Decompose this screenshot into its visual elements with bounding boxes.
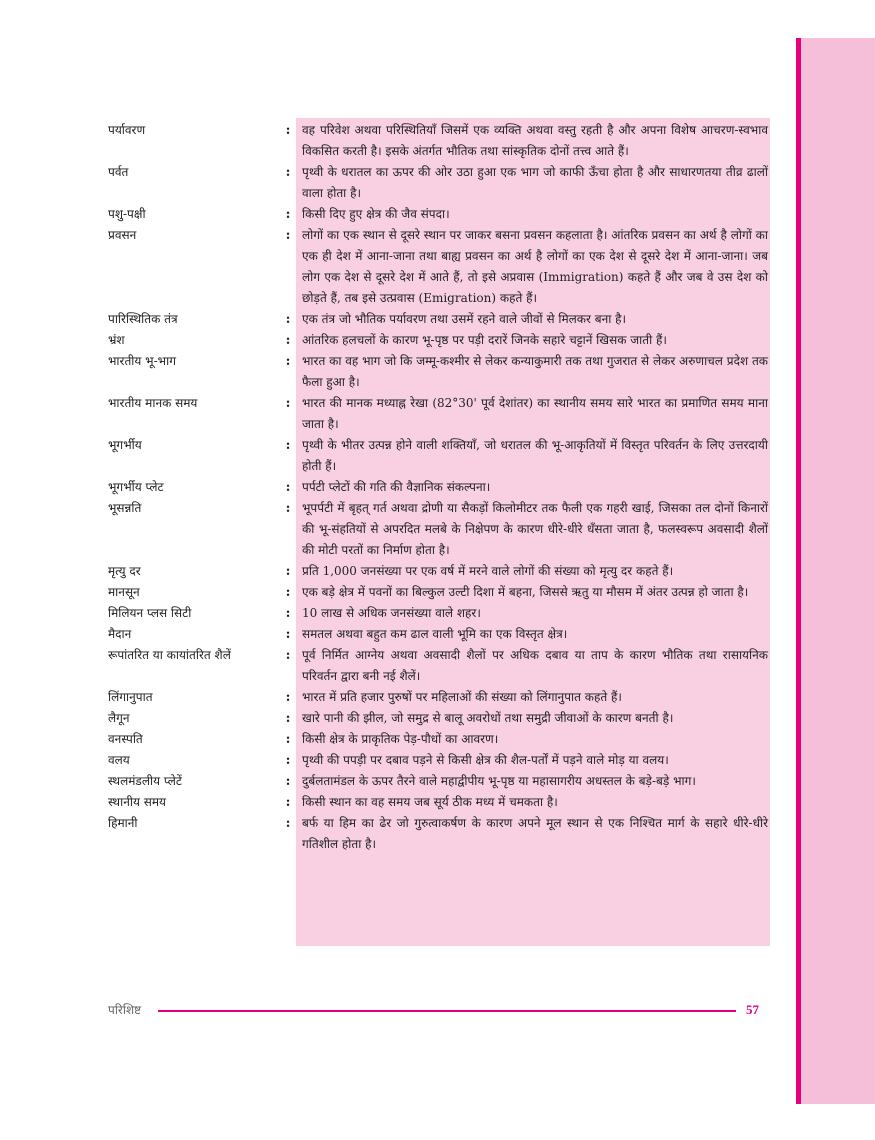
glossary-definition: वह परिवेश अथवा परिस्थितियाँ जिसमें एक व्यक्ति अथवा वस्तु रहती है और अपना विशेष आचरण-स्वभाव विकसित करती है। इसके अंतर्गत भौतिक तथा सांस्कृतिक दोनों तत्त्व आते हैं। <box>302 123 768 158</box>
glossary-term: भूगर्भीय <box>108 438 142 452</box>
glossary-term: लिंगानुपात <box>108 690 153 704</box>
footer-rule <box>158 1010 736 1012</box>
glossary-definition: एक तंत्र जो भौतिक पर्यावरण तथा उसमें रहने वाले जीवों से मिलकर बना है। <box>302 312 627 326</box>
glossary-entry <box>108 792 770 813</box>
side-accent-line <box>796 38 801 1104</box>
separator-colon: : <box>285 228 291 243</box>
glossary-entry <box>108 729 770 750</box>
separator-colon: : <box>285 501 291 516</box>
glossary-entry <box>108 624 770 645</box>
glossary-entry <box>108 309 770 330</box>
glossary-term: भारतीय भू-भाग <box>108 354 176 368</box>
separator-colon: : <box>285 564 291 579</box>
glossary-entry <box>108 351 770 393</box>
glossary-definition: समतल अथवा बहुत कम ढाल वाली भूमि का एक विस्तृत क्षेत्र। <box>302 627 568 641</box>
glossary-entry <box>108 708 770 729</box>
glossary-term: पर्वत <box>108 165 129 179</box>
separator-colon: : <box>285 648 291 663</box>
glossary-definition: खारे पानी की झील, जो समुद्र से बालू अवरोधों तथा समुद्री जीवाओं के कारण बनती है। <box>302 711 674 725</box>
glossary-entry <box>108 687 770 708</box>
glossary-entry <box>108 393 770 435</box>
glossary-definition: बर्फ या हिम का ढेर जो गुरुत्वाकर्षण के कारण अपने मूल स्थान से एक निश्चित मार्ग के सहारे धीरे-धीरे गतिशील होता है। <box>302 816 768 851</box>
glossary-entry <box>108 750 770 771</box>
glossary-definition: भारत का वह भाग जो कि जम्मू-कश्मीर से लेकर कन्याकुमारी तक तथा गुजरात से लेकर अरुणाचल प्रदेश तक फैला हुआ है। <box>302 354 768 389</box>
glossary-entry <box>108 477 770 498</box>
glossary-definition: प्रति 1,000 जनसंख्या पर एक वर्ष में मरने वाले लोगों की संख्या को मृत्यु दर कहते हैं। <box>302 564 674 578</box>
separator-colon: : <box>285 816 291 831</box>
footer-section-label: परिशिष्ट <box>108 1003 142 1017</box>
glossary-entry <box>108 645 770 687</box>
side-color-band <box>800 38 875 1104</box>
separator-colon: : <box>285 753 291 768</box>
glossary-entry <box>108 204 770 225</box>
separator-colon: : <box>285 396 291 411</box>
glossary-entry <box>108 162 770 204</box>
glossary-term: पर्यावरण <box>108 123 146 137</box>
glossary-term: भ्रंश <box>108 333 125 347</box>
glossary-term: मिलियन प्लस सिटी <box>108 606 192 620</box>
glossary-term: पशु-पक्षी <box>108 207 146 221</box>
glossary-definition: एक बड़े क्षेत्र में पवनों का बिल्कुल उल्टी दिशा में बहना, जिससे ऋतु या मौसम में अंतर उत्पन्न हो जाता है। <box>302 585 749 599</box>
glossary-term: लैगून <box>108 711 130 725</box>
glossary-definition: किसी क्षेत्र के प्राकृतिक पेड़-पौधों का आवरण। <box>302 732 499 746</box>
glossary-definition: 10 लाख से अधिक जनसंख्या वाले शहर। <box>302 606 481 620</box>
separator-colon: : <box>285 606 291 621</box>
glossary-term: भूगर्भीय प्लेट <box>108 480 164 494</box>
separator-colon: : <box>285 480 291 495</box>
glossary-definition: पर्पटी प्लेटों की गति की वैज्ञानिक संकल्पना। <box>302 480 491 494</box>
glossary-entry <box>108 603 770 624</box>
glossary-entry <box>108 435 770 477</box>
separator-colon: : <box>285 627 291 642</box>
glossary-definition: भूपर्पटी में बृहत् गर्त अथवा द्रोणी या सैकड़ों किलोमीटर तक फैली एक गहरी खाई, जिसका तल दोनों किनारों की भू-संहतियों से अपरदित मलबे के निक्षेपण के कारण धीरे-धीरे धँसता जाता है, फलस्वरूप अवसादी शैलों की मोटी परतों का निर्माण होता है। <box>302 501 768 557</box>
glossary-term: भारतीय मानक समय <box>108 396 198 410</box>
glossary-term: प्रवसन <box>108 228 137 242</box>
glossary-definition: लोगों का एक स्थान से दूसरे स्थान पर जाकर बसना प्रवसन कहलाता है। आंतरिक प्रवसन का अर्थ है लोगों का एक ही देश में आना-जाना तथा बाह्य प्रवसन का अर्थ है लोगों का एक देश से दूसरे देश में आना-जाना। जब लोग एक देश से दूसरे देश में आते हैं, तो इसे अप्रवास (Immigration) कहते हैं और जब वे उस देश को छोड़ते हैं, तब इसे उत्प्रवास (Emigration) कहते हैं। <box>302 228 768 305</box>
separator-colon: : <box>285 795 291 810</box>
glossary-definition: पृथ्वी के भीतर उत्पन्न होने वाली शक्तियाँ, जो धरातल की भू-आकृतियों में विस्तृत परिवर्तन के लिए उत्तरदायी होती हैं। <box>302 438 768 473</box>
glossary-entry <box>108 498 770 561</box>
glossary-term: स्थलमंडलीय प्लेटें <box>108 774 182 788</box>
glossary-entry <box>108 120 770 162</box>
glossary-term: रूपांतरित या कायांतरित शैलें <box>108 648 231 662</box>
glossary-entry <box>108 225 770 309</box>
glossary-entry <box>108 582 770 603</box>
separator-colon: : <box>285 438 291 453</box>
separator-colon: : <box>285 732 291 747</box>
glossary-definition: दुर्बलतामंडल के ऊपर तैरने वाले महाद्वीपीय भू-पृष्ठ या महासागरीय अधस्तल के बड़े-बड़े भाग। <box>302 774 696 788</box>
separator-colon: : <box>285 333 291 348</box>
glossary-term: वलय <box>108 753 130 767</box>
page-number: 57 <box>746 1002 759 1017</box>
glossary-definition: पूर्व निर्मित आग्नेय अथवा अवसादी शैलों पर अधिक दबाव या ताप के कारण भौतिक तथा रासायनिक परिवर्तन द्वारा बनी नई शैलें। <box>302 648 768 683</box>
glossary-definition: किसी दिए हुए क्षेत्र की जैव संपदा। <box>302 207 450 221</box>
glossary-definition: आंतरिक हलचलों के कारण भू-पृष्ठ पर पड़ी दरारें जिनके सहारे चट्टानें खिसक जाती हैं। <box>302 333 667 347</box>
glossary-term: मृत्यु दर <box>108 564 141 578</box>
glossary-definition: भारत में प्रति हजार पुरुषों पर महिलाओं की संख्या को लिंगानुपात कहते हैं। <box>302 690 622 704</box>
glossary-term: मानसून <box>108 585 140 599</box>
glossary-entry <box>108 561 770 582</box>
glossary-term: वनस्पति <box>108 732 143 746</box>
separator-colon: : <box>285 774 291 789</box>
separator-colon: : <box>285 690 291 705</box>
glossary-term: भूसन्नति <box>108 501 142 515</box>
glossary-definition: किसी स्थान का वह समय जब सूर्य ठीक मध्य में चमकता है। <box>302 795 558 809</box>
glossary-entry <box>108 771 770 792</box>
glossary-definition: पृथ्वी की पपड़ी पर दबाव पड़ने से किसी क्षेत्र की शैल-पर्तों में पड़ने वाले मोड़ या वलय। <box>302 753 669 767</box>
separator-colon: : <box>285 123 291 138</box>
separator-colon: : <box>285 711 291 726</box>
glossary-term: हिमानी <box>108 816 138 830</box>
separator-colon: : <box>285 165 291 180</box>
glossary-entry <box>108 330 770 351</box>
separator-colon: : <box>285 207 291 222</box>
glossary-term: मैदान <box>108 627 132 641</box>
glossary-list <box>108 120 770 855</box>
glossary-term: पारिस्थितिक तंत्र <box>108 312 178 326</box>
glossary-definition: पृथ्वी के धरातल का ऊपर की ओर उठा हुआ एक भाग जो काफी ऊँचा होता है और साधारणतया तीव्र ढालों वाला होता है। <box>302 165 768 200</box>
separator-colon: : <box>285 585 291 600</box>
glossary-term: स्थानीय समय <box>108 795 166 809</box>
glossary-entry <box>108 813 770 855</box>
separator-colon: : <box>285 312 291 327</box>
separator-colon: : <box>285 354 291 369</box>
glossary-definition: भारत की मानक मध्याह्न रेखा (82°30' पूर्व देशांतर) का स्थानीय समय सारे भारत का प्रमाणित समय माना जाता है। <box>302 396 768 431</box>
